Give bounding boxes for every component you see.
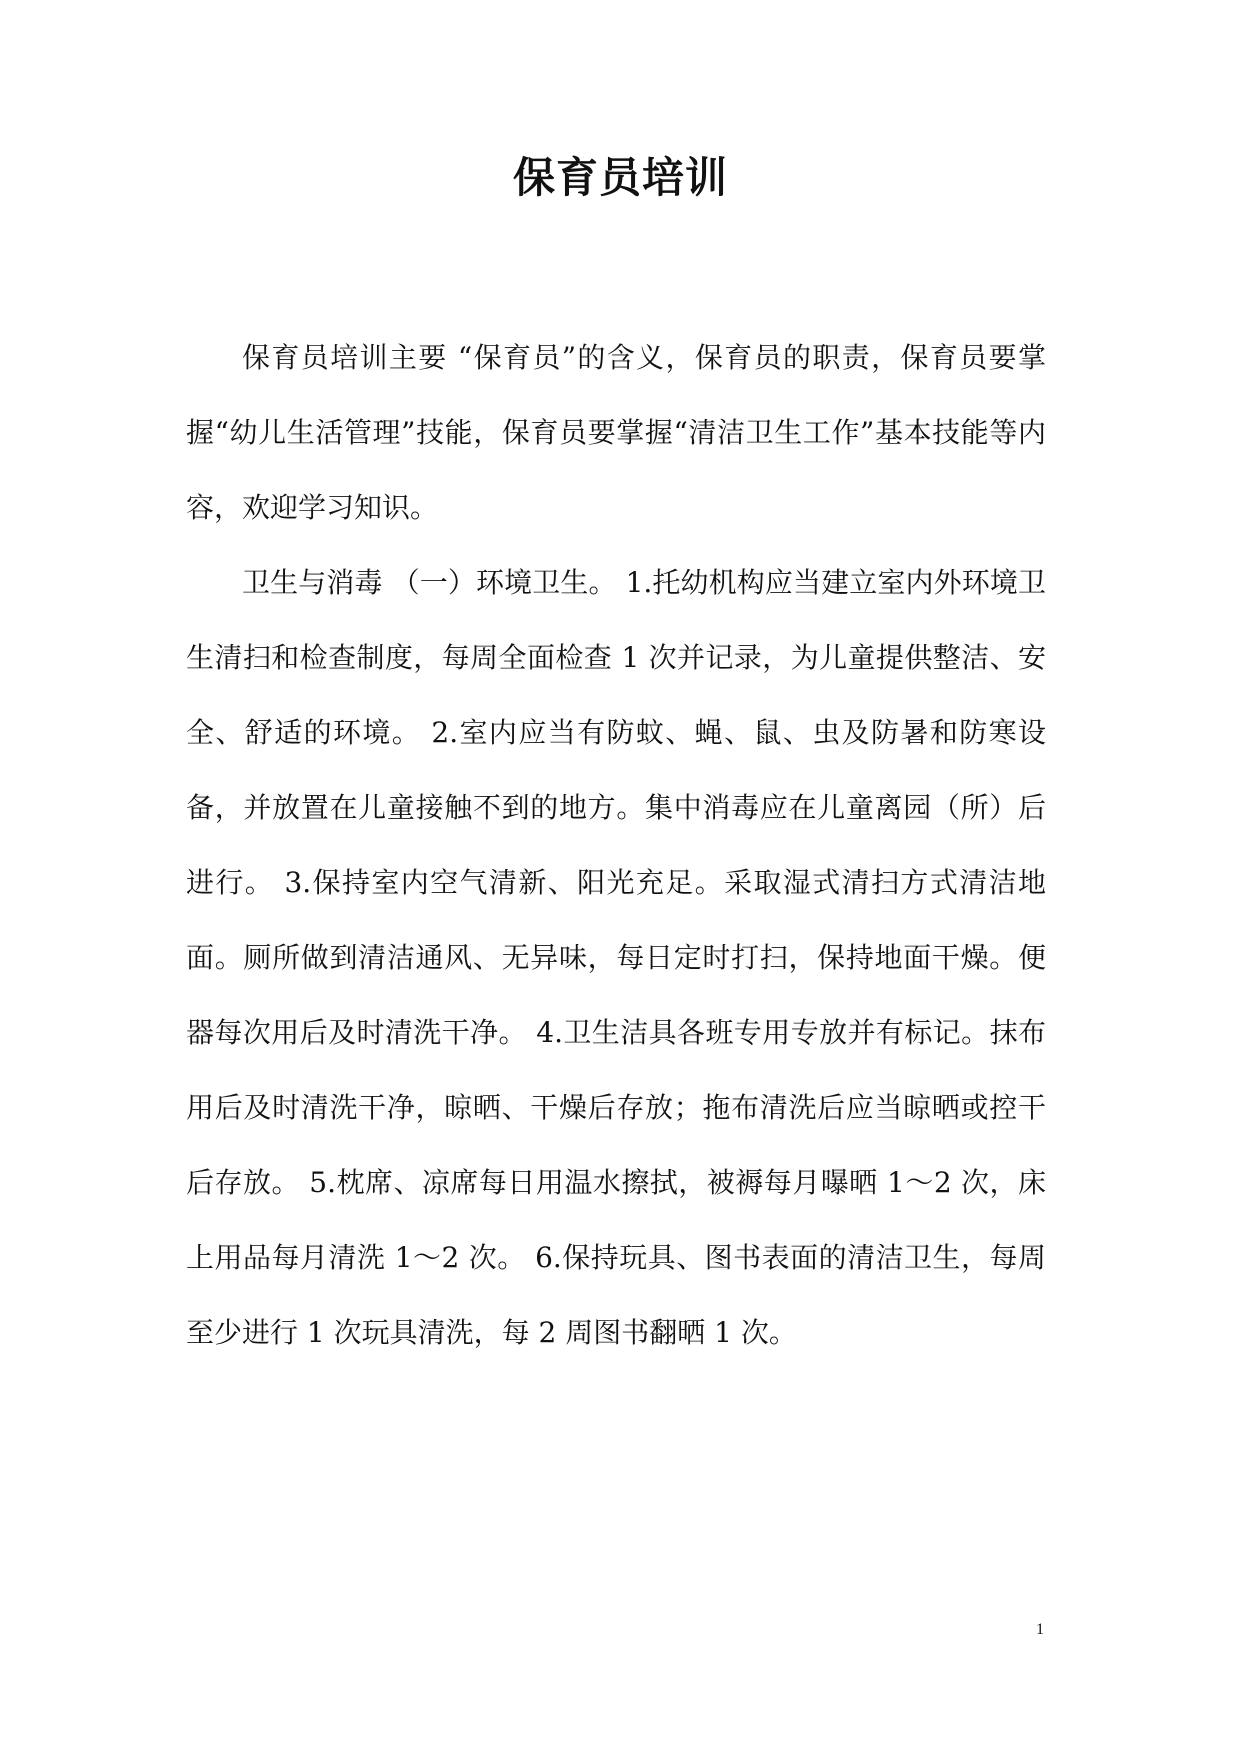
hygiene-disinfection-paragraph: 卫生与消毒 （一）环境卫生。 1.托幼机构应当建立室内外环境卫生清扫和检查制度，每周全面检查 1 次并记录，为儿童提供整洁、安全、舒适的环境。 2.室内应当有防蚊、蝇、鼠、虫及防暑和防寒设备，并放置在儿童接触不到的地方。集中消毒应在儿童离园（所）后进行。 3.保持室内空气清新、阳光充足。采取湿式清扫方式清洁地面。厕所做到清洁通风、无异味，每日定时打扫，保持地面干燥。便器每次用后及时清洗干净。 4.卫生洁具各班专用专放并有标记。抹布用后及时清洗干净，晾晒、干燥后存放；拖布清洗后应当晾晒或控干后存放。 5.枕席、凉席每日用温水擦拭，被褥每月曝晒 1～2 次，床上用品每月清洗 1～2 次。 6.保持玩具、图书表面的清洁卫生，每周至少进行 1 次玩具清洗，每 2 周图书翻晒 1 次。 [186, 566, 1046, 1349]
page-number: 1 [1036, 1621, 1044, 1638]
intro-paragraph: 保育员培训主要 “保育员”的含义，保育员的职责，保育员要掌握“幼儿生活管理”技能，保育员要掌握“清洁卫生工作”基本技能等内容，欢迎学习知识。 [186, 341, 1046, 524]
document-title: 保育员培训 [512, 153, 728, 202]
